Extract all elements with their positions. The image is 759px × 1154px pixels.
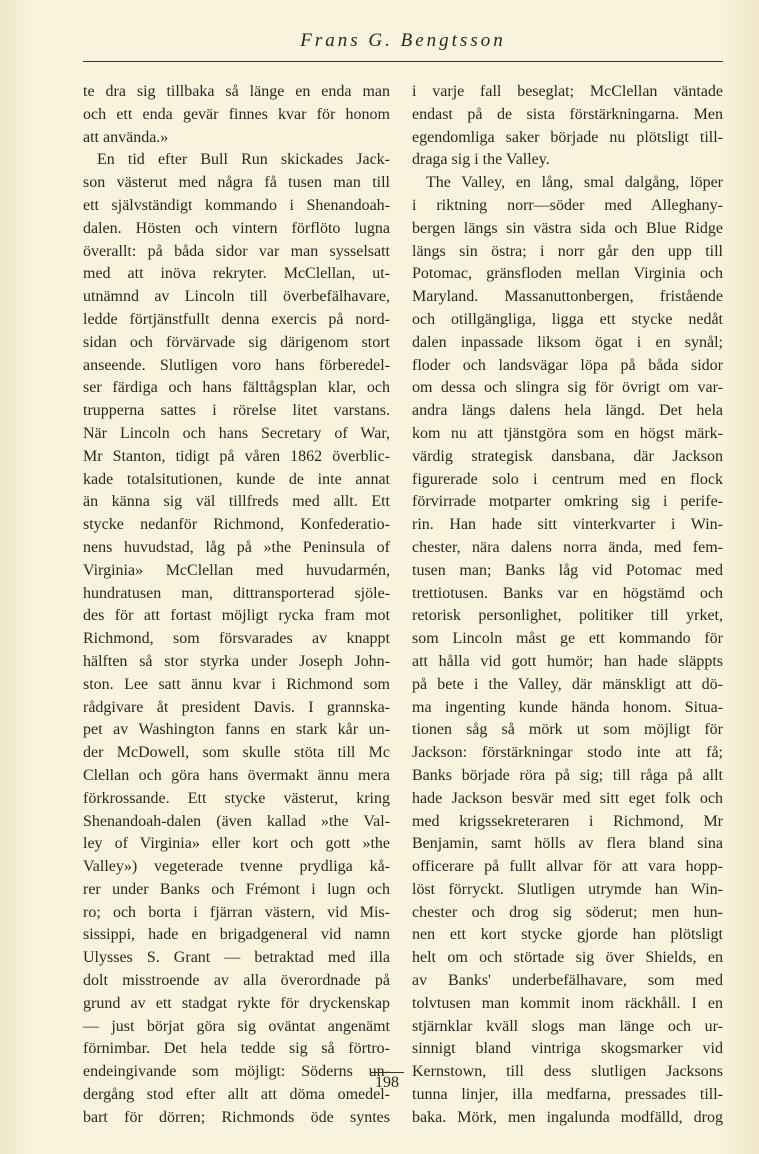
text-line: sinnigt bland vintriga skogsmarker vid bbox=[412, 1040, 723, 1058]
text-column-right bbox=[412, 81, 723, 1130]
text-line: När Lincoln och hans Secretary of War, bbox=[83, 424, 390, 442]
text-line: i varje fall beseglat; McClellan väntade bbox=[412, 83, 723, 100]
text-column-left bbox=[83, 81, 390, 1130]
text-line: kade totalsitutionen, kunde de inte annat bbox=[83, 470, 390, 488]
text-line: kom nu att tjänstgöra som en högst märk- bbox=[412, 424, 723, 442]
text-line: rådgivare åt president Davis. I grannska- bbox=[83, 698, 390, 716]
text-line: Virginia» McClellan med huvudarmén, bbox=[83, 561, 390, 579]
text-line: Kernstown, till dess slutligen Jacksons bbox=[412, 1063, 723, 1081]
text-line: överallt: på båda sidor var man sysselsatt bbox=[83, 242, 390, 260]
text-line: officerare på fullt allvar för att vara hopp- bbox=[412, 858, 723, 876]
text-line: figurerade solo i centrum med en flock bbox=[412, 470, 723, 488]
text-line: ley of Virginia» eller kort och gott »the bbox=[83, 835, 390, 853]
text-line: tunna linjer, illa medfarna, pressades till- bbox=[412, 1086, 723, 1104]
text-line: grund av ett stadgat rykte för dryckenskap bbox=[83, 994, 390, 1012]
text-line: stjärnklar kväll slogs man länge och ur- bbox=[412, 1017, 723, 1035]
text-line: En tid efter Bull Run skickades Jack- bbox=[97, 151, 390, 169]
text-line: hade Jackson besvär med sitt eget folk och bbox=[412, 789, 723, 807]
text-line: och ett enda gevär finnes kvar för honom bbox=[83, 105, 390, 123]
text-line: dolt misstroende av alla överordnade på bbox=[83, 972, 390, 990]
page-number: 198 bbox=[370, 1072, 404, 1092]
text-line: utnämnd av Lincoln till överbefälhavare, bbox=[83, 288, 390, 306]
text-line: förvirrade motparter omkring sig i perife- bbox=[412, 493, 723, 511]
text-line: te dra sig tillbaka så länge en enda man bbox=[83, 83, 390, 100]
text-line: baka. Mörk, men ingalunda modfälld, drog bbox=[412, 1108, 723, 1126]
text-line: Mr Stanton, tidigt på våren 1862 överblic- bbox=[83, 447, 390, 465]
running-header: Frans G. Bengtsson bbox=[300, 30, 506, 51]
text-line: med att inöva rekryter. McClellan, ut- bbox=[83, 265, 390, 283]
text-line: floder och landsvägar löpa på båda sidor bbox=[412, 356, 723, 374]
text-line: tolvtusen man kommit inom räckhåll. I en bbox=[412, 994, 723, 1012]
paragraph bbox=[83, 149, 390, 1129]
text-line: och otillgängliga, ligga ett stycke nedåt bbox=[412, 310, 723, 328]
text-line: dalen. Hösten och vintern förflöto lugna bbox=[83, 219, 390, 237]
text-line: egendomliga saker började nu plötsligt till- bbox=[412, 128, 723, 146]
text-line: Richmond, som försvarades av knappt bbox=[83, 630, 390, 648]
text-line: på bete i the Valley, där mänskligt att dö- bbox=[412, 675, 723, 693]
text-line: anseende. Slutligen voro hans förberedel- bbox=[83, 356, 390, 374]
text-line: att använda.» bbox=[83, 128, 169, 146]
text-line: förkrossande. Ett stycke västerut, kring bbox=[83, 789, 390, 807]
text-line: rer under Banks och Frémont i lugn och bbox=[83, 880, 390, 898]
text-line: trettiotusen. Banks var en högstämd och bbox=[412, 584, 723, 602]
text-line: ledde förtjänstfullt denna exercis på nord- bbox=[83, 310, 390, 328]
text-line: Maryland. Massanuttonbergen, fristående bbox=[412, 288, 723, 306]
text-line: Valley») vegeterade tvenne prydliga kå- bbox=[83, 858, 390, 876]
text-line: retorisk personlighet, politiker till yrket, bbox=[412, 607, 723, 625]
text-line: Clellan och göra hans övermakt ännu mera bbox=[83, 766, 390, 784]
text-line: om dessa och slingra sig för övrigt om var- bbox=[412, 379, 723, 397]
text-line: ma ingenting kunde hända honom. Situa- bbox=[412, 698, 723, 716]
text-line: dergång stod efter allt att döma omedel- bbox=[83, 1086, 390, 1104]
text-line: Benjamin, samt hölls av flera bland sina bbox=[412, 835, 723, 853]
text-line: trupperna sattes i rörelse litet varstans. bbox=[83, 402, 390, 420]
text-line: draga sig i the Valley. bbox=[412, 151, 550, 169]
text-line: helt om och störtade sig över Shields, en bbox=[412, 949, 723, 967]
text-line: Jackson: förstärkningar stodo inte att få; bbox=[412, 744, 723, 762]
text-line: ser färdiga och hans fälttågsplan klar, och bbox=[83, 379, 390, 397]
text-line: i riktning norr—söder med Alleghany- bbox=[412, 196, 723, 214]
text-line: rin. Han hade sitt vinterkvarter i Win- bbox=[412, 516, 723, 534]
text-line: chester, nära dalens norra ända, med fem- bbox=[412, 538, 723, 556]
text-line: ston. Lee satt ännu kvar i Richmond som bbox=[83, 675, 390, 693]
text-line: ett självständigt kommando i Shenandoah- bbox=[83, 196, 390, 214]
text-line: — just börjat göra sig oväntat angenämt bbox=[83, 1017, 390, 1035]
text-line: Potomac, gränsfloden mellan Virginia och bbox=[412, 265, 723, 283]
text-line: The Valley, en lång, smal dalgång, löper bbox=[426, 174, 723, 192]
text-line: andra längs dalens hela längd. Det hela bbox=[412, 402, 723, 420]
text-line: tionen såg så mörk ut som möjligt för bbox=[412, 721, 723, 739]
text-line: bart för dörren; Richmonds öde syntes bbox=[83, 1108, 390, 1126]
text-line: ro; och borta i fjärran västern, vid Mis- bbox=[83, 903, 390, 921]
text-line: des för att fortast möjligt rycka fram mot bbox=[83, 607, 390, 625]
text-line: endeingivande som möjligt: Söderns un- bbox=[83, 1063, 390, 1081]
text-line: endast på de sista förstärkningarna. Men bbox=[412, 105, 723, 123]
text-line: tusen man; Banks låg vid Potomac med bbox=[412, 561, 723, 579]
text-line: son västerut med några få tusen man till bbox=[83, 174, 390, 192]
text-line: värdig strategisk dansbana, där Jackson bbox=[412, 447, 723, 465]
text-line: av Banks' underbefälhavare, som med bbox=[412, 972, 723, 990]
text-line: Shenandoah-dalen (även kallad »the Val- bbox=[83, 812, 390, 830]
text-line: stycke nedanför Richmond, Konfederatio- bbox=[83, 516, 390, 534]
text-line: längs sin östra; i norr går den upp till bbox=[412, 242, 723, 260]
text-line: dalen inpassade liksom ögat i en synål; bbox=[412, 333, 723, 351]
header-rule bbox=[83, 61, 723, 62]
text-line: som Lincoln måst ge ett kommando för bbox=[412, 630, 723, 648]
text-line: pet av Washington fanns en stark kår un- bbox=[83, 721, 390, 739]
text-line: sidan och förvärvade sig därigenom stort bbox=[83, 333, 390, 351]
text-line: nens huvudstad, låg på »the Peninsula of bbox=[83, 538, 390, 556]
text-line: att hålla vid gott humör; han hade släppts bbox=[412, 652, 723, 670]
paragraph bbox=[412, 172, 723, 1129]
paragraph bbox=[412, 81, 723, 172]
text-line: med krigssekreteraren i Richmond, Mr bbox=[412, 812, 723, 830]
text-line: nen ett kort stycke gjorde han plötsligt bbox=[412, 926, 723, 944]
text-line: chester och drog sig söderut; men hun- bbox=[412, 903, 723, 921]
text-line: der McDowell, som skulle stöta till Mc bbox=[83, 744, 390, 762]
paragraph bbox=[83, 81, 390, 149]
text-line: hundratusen man, dittransporterad sjöle- bbox=[83, 584, 390, 602]
text-line: bergen längs sin västra sida och Blue Ridge bbox=[412, 219, 723, 237]
text-line: löst förryckt. Slutligen utrymde han Win- bbox=[412, 880, 723, 898]
text-line: än känna sig väl tillfreds med allt. Ett bbox=[83, 493, 390, 511]
text-line: Banks började röra på sig; till råga på allt bbox=[412, 766, 723, 784]
text-line: sissippi, hade en brigadgeneral vid namn bbox=[83, 926, 390, 944]
text-line: hälften så stor styrka under Joseph John- bbox=[83, 652, 390, 670]
text-line: Ulysses S. Grant — betraktad med illa bbox=[83, 949, 390, 967]
text-line: förnimbar. Det hela tedde sig så förtro- bbox=[83, 1040, 390, 1058]
